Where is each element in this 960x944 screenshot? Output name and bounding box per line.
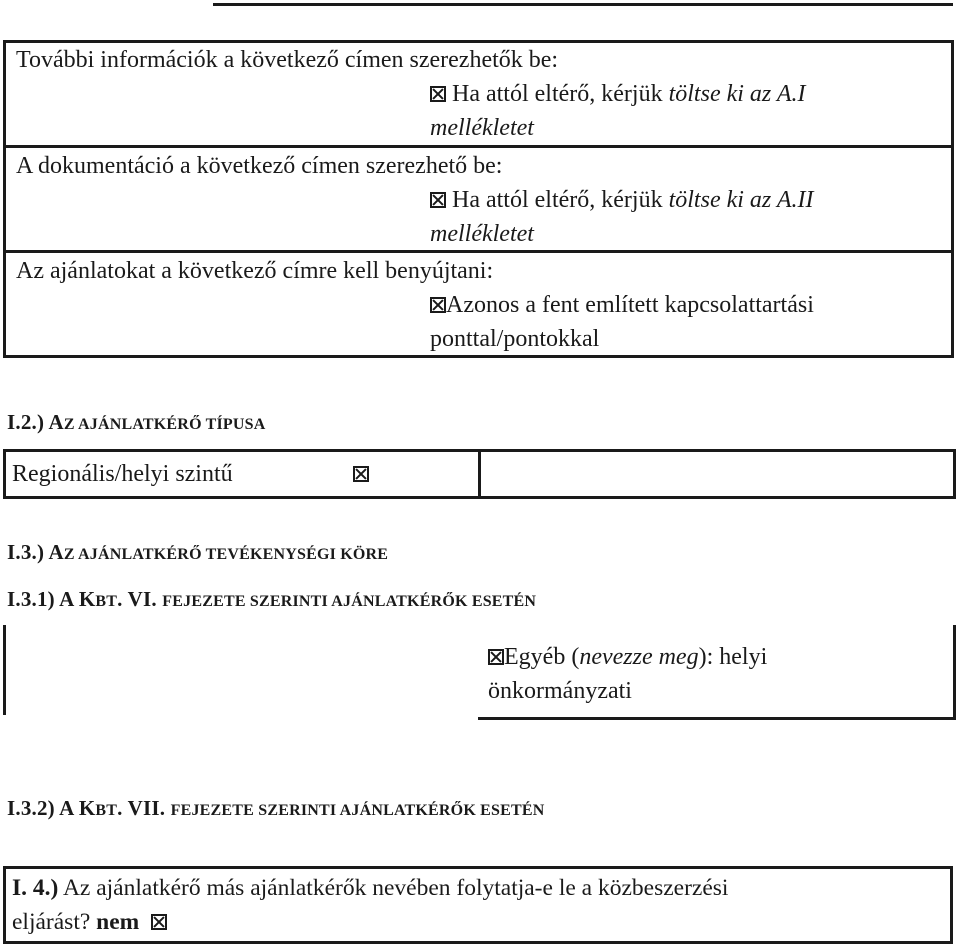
section-i2-heading bbox=[7, 410, 266, 435]
section-i32-kbt: BT bbox=[95, 802, 118, 819]
i4-question-text: Az ajánlatkérő más ajánlatkérők nevében folytatja-e le a közbeszerzési bbox=[58, 875, 729, 901]
row2-option-italic: töltse ki az A.II bbox=[668, 187, 814, 213]
section-i3-heading bbox=[7, 540, 388, 565]
checked-box-icon[interactable] bbox=[430, 192, 446, 208]
i31-option-line2: önkormányzati bbox=[488, 678, 632, 704]
i4-num: I. 4.) bbox=[12, 875, 59, 901]
i4-question-line2 bbox=[12, 905, 167, 939]
section-i32-title: FEJEZETE SZERINTI AJÁNLATKÉRŐK ESETÉN bbox=[170, 802, 545, 819]
row1-option-text: Ha attól eltérő, kérjük bbox=[452, 81, 669, 107]
i31-option bbox=[488, 640, 767, 674]
row3-option-text: Azonos a fent említett kapcsolattartási bbox=[446, 292, 814, 318]
i2-option-divider bbox=[478, 449, 481, 499]
i31-right-border bbox=[953, 625, 956, 720]
i4-question-line1 bbox=[12, 871, 728, 905]
row3-label: Az ajánlatokat a következő címre kell benyújtani: bbox=[16, 258, 494, 284]
section-i2-num: I.2.) A bbox=[7, 410, 64, 434]
checked-box-icon[interactable] bbox=[353, 466, 369, 482]
checked-box-icon[interactable] bbox=[488, 649, 504, 665]
row1-option-italic: töltse ki az A.I bbox=[668, 81, 806, 107]
i31-left-border bbox=[3, 625, 6, 715]
row1-label: További információk a következő címen szerezhetők be: bbox=[16, 47, 559, 73]
row1-option bbox=[430, 77, 805, 111]
section-i31-title: FEJEZETE SZERINTI AJÁNLATKÉRŐK ESETÉN bbox=[162, 593, 537, 610]
top-border-fragment bbox=[213, 3, 953, 6]
i31-option-text2: ): helyi bbox=[698, 644, 768, 670]
section-i31-mid: . VI. bbox=[117, 587, 163, 611]
section-i32-mid: . VII. bbox=[117, 796, 171, 820]
section-i31-kbt: BT bbox=[95, 593, 118, 610]
row1-option-line2: mellékletet bbox=[430, 115, 534, 141]
checked-box-icon[interactable] bbox=[430, 297, 446, 313]
i4-question-text2: eljárást? bbox=[12, 909, 97, 935]
section-i2-title: Z AJÁNLATKÉRŐ TÍPUSA bbox=[63, 416, 266, 433]
row2-option-line2: mellékletet bbox=[430, 221, 534, 247]
i31-bottom-border bbox=[478, 717, 956, 720]
section-i31-heading bbox=[7, 587, 536, 612]
row2-label: A dokumentáció a következő címen szerezhető be: bbox=[16, 153, 503, 179]
checked-box-icon[interactable] bbox=[430, 86, 446, 102]
i4-answer: nem bbox=[96, 909, 140, 935]
section-i32-num: I.3.2) A K bbox=[7, 796, 96, 820]
i31-option-italic: nevezze meg bbox=[579, 644, 699, 670]
section-i31-num: I.3.1) A K bbox=[7, 587, 96, 611]
section-i32-heading bbox=[7, 796, 545, 821]
section-i3-num: I.3.) A bbox=[7, 540, 64, 564]
row2-option-text: Ha attól eltérő, kérjük bbox=[452, 187, 669, 213]
divider-1 bbox=[3, 145, 954, 148]
row3-option bbox=[430, 288, 814, 322]
checked-box-icon[interactable] bbox=[151, 914, 167, 930]
section-i3-title: Z AJÁNLATKÉRŐ TEVÉKENYSÉGI KÖRE bbox=[63, 546, 389, 563]
i2-option-label: Regionális/helyi szintű bbox=[12, 461, 233, 487]
row2-option bbox=[430, 183, 813, 217]
row3-option-line2: ponttal/pontokkal bbox=[430, 326, 600, 352]
i31-option-text1: Egyéb ( bbox=[504, 644, 580, 670]
